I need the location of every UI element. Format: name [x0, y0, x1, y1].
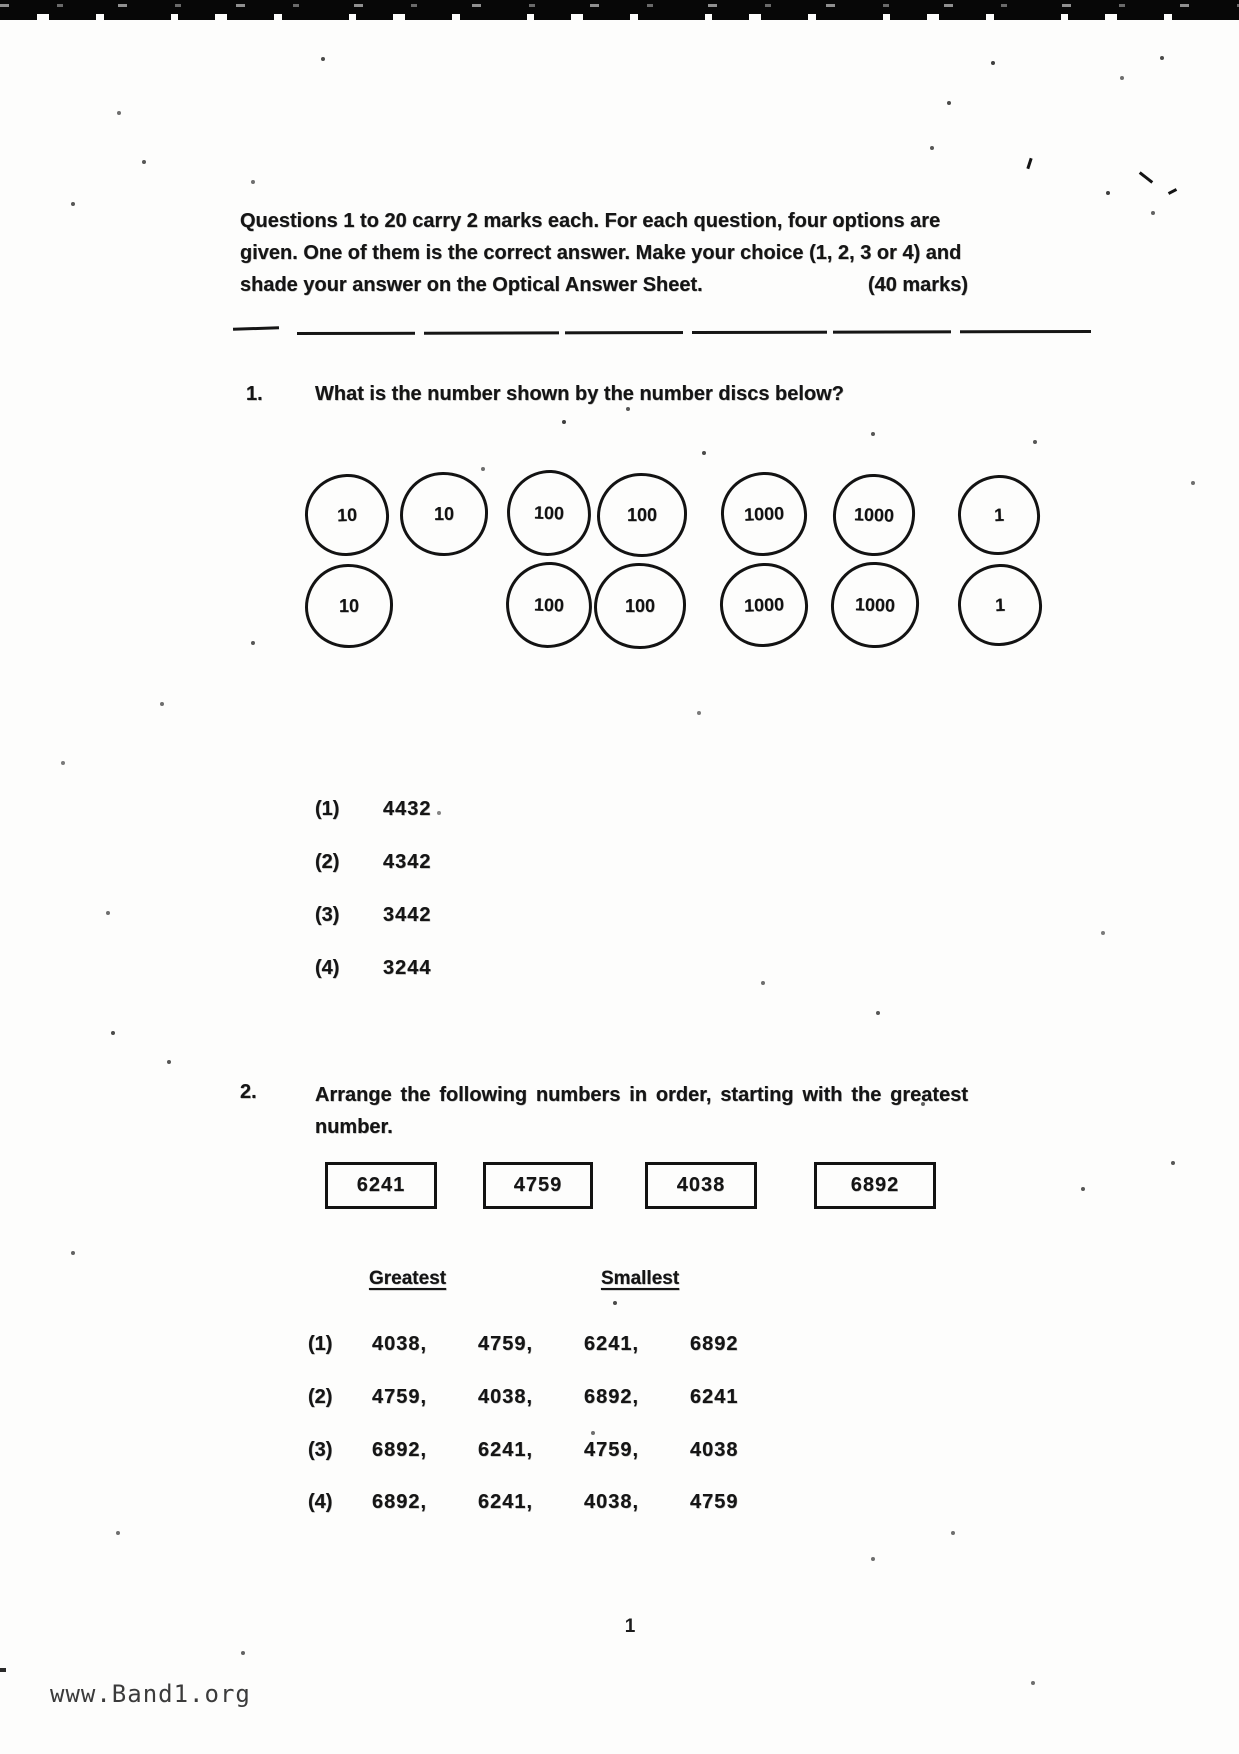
option-value: 4759, — [478, 1333, 534, 1355]
option-value: 4759 — [690, 1491, 739, 1513]
footer-url: www.Band1.org — [50, 1680, 251, 1708]
instructions-line: given. One of them is the correct answer. Make your choice (1, 2, 3 or 4) and — [240, 242, 962, 264]
scan-artifact-top-bar — [0, 0, 1239, 14]
option-label: (4) — [308, 1491, 333, 1513]
page-number: 1 — [624, 1616, 636, 1637]
option-value: 6241, — [478, 1491, 534, 1513]
option-label: (4) — [315, 957, 340, 979]
option-value: 6892, — [584, 1386, 640, 1408]
question-1-text: What is the number shown by the number discs below? — [315, 383, 844, 405]
option-value: 4038 — [690, 1439, 739, 1461]
option-value: 4038, — [372, 1333, 428, 1355]
option-values — [372, 1439, 796, 1462]
option-value: 6241, — [584, 1333, 640, 1355]
question-1-number: 1. — [246, 383, 263, 405]
option-value: 4038, — [478, 1386, 534, 1408]
option-value: 6241, — [478, 1439, 534, 1461]
marks-total: (40 marks) — [867, 274, 968, 296]
instructions-line: Questions 1 to 20 carry 2 marks each. For each question, four options are — [240, 210, 941, 232]
instructions-block — [240, 205, 968, 301]
divider-line — [233, 326, 279, 331]
instructions-line: shade your answer on the Optical Answer Sheet. — [240, 274, 703, 296]
option-value: 6241 — [690, 1386, 739, 1408]
number-box: 4038 — [645, 1162, 757, 1209]
number-disc: 10 — [305, 564, 393, 648]
number-disc: 1000 — [830, 560, 921, 649]
option-label: (3) — [308, 1439, 333, 1461]
option-value: 4432 — [383, 798, 432, 820]
number-disc: 100 — [505, 561, 594, 650]
column-header-smallest: Smallest — [601, 1268, 680, 1289]
option-value: 6892, — [372, 1439, 428, 1461]
divider-line — [297, 330, 1091, 335]
option-values — [372, 1491, 796, 1514]
question-2-text: Arrange the following numbers in order, starting with the greatest number. — [315, 1084, 968, 1138]
option-values — [372, 1386, 796, 1409]
number-disc: 100 — [594, 563, 686, 649]
number-disc: 1000 — [719, 561, 810, 648]
option-value: 4759, — [584, 1439, 640, 1461]
number-disc: 100 — [506, 469, 593, 558]
number-disc: 10 — [304, 473, 391, 558]
option-value: 3244 — [383, 957, 432, 979]
option-value: 3442 — [383, 904, 432, 926]
number-disc: 1000 — [720, 471, 809, 558]
option-label: (1) — [308, 1333, 333, 1355]
option-value: 4759, — [372, 1386, 428, 1408]
column-header-greatest: Greatest — [369, 1268, 447, 1289]
scan-mark — [1139, 171, 1153, 183]
option-value: 6892, — [372, 1491, 428, 1513]
option-value: 4342 — [383, 851, 432, 873]
question-2-number: 2. — [240, 1081, 257, 1103]
number-box: 6241 — [325, 1162, 437, 1209]
scan-mark — [1026, 158, 1032, 169]
option-label: (2) — [315, 851, 340, 873]
scan-mark — [1168, 188, 1177, 195]
number-disc: 1 — [957, 563, 1044, 648]
scan-mark — [0, 1668, 6, 1672]
number-disc: 100 — [597, 473, 687, 557]
scan-noise-speckles — [0, 0, 2, 2]
number-disc: 1000 — [832, 473, 917, 558]
option-value: 6892 — [690, 1333, 739, 1355]
number-disc: 10 — [400, 472, 488, 556]
option-values — [372, 1333, 796, 1356]
number-box: 4759 — [483, 1162, 593, 1209]
option-label: (2) — [308, 1386, 333, 1408]
option-label: (3) — [315, 904, 340, 926]
option-label: (1) — [315, 798, 340, 820]
number-disc: 1 — [957, 474, 1042, 557]
option-value: 4038, — [584, 1491, 640, 1513]
number-box: 6892 — [814, 1162, 936, 1209]
